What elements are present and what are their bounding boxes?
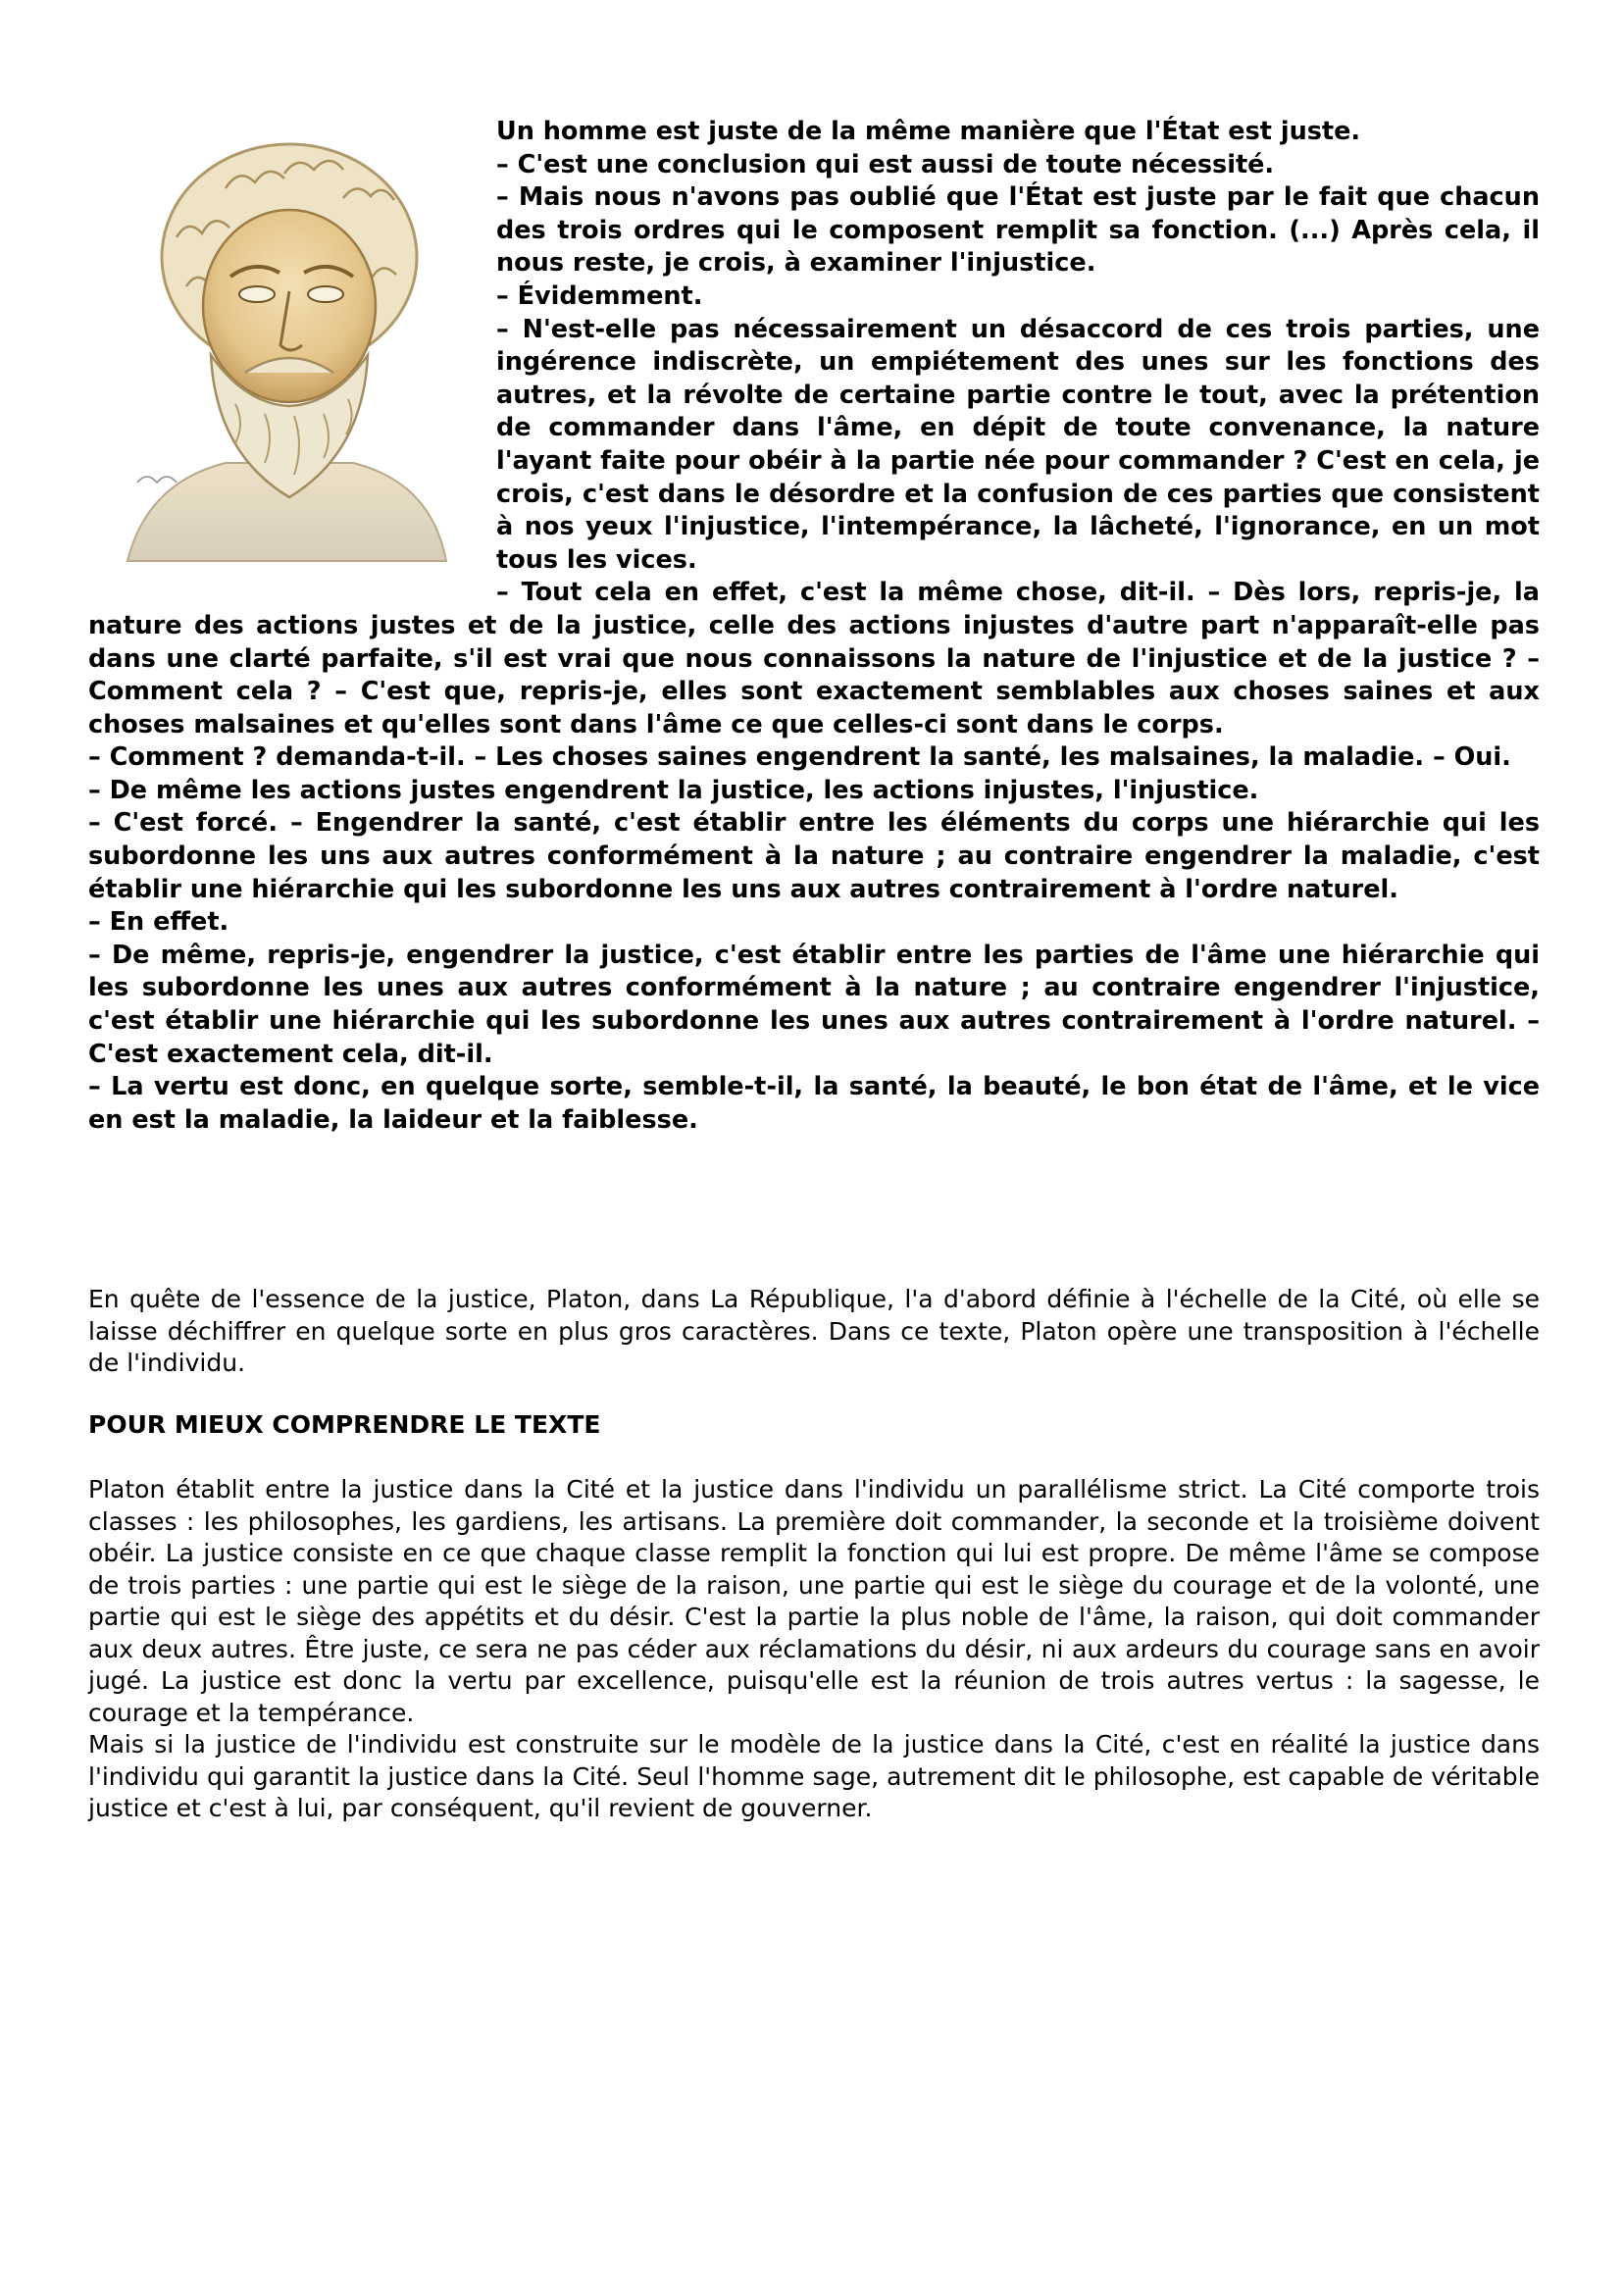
quote-line: – C'est forcé. – Engendrer la santé, c'est établir entre les éléments du corps une hiérarchie qui les subordonne les uns aux autres conformément à la nature ; au contraire engendrer la maladie, c'est établir une hiérarchie qui les subordonne les uns aux autres contrairement à l'ordre naturel. <box>88 808 1540 904</box>
quote-line: – De même, repris-je, engendrer la justice, c'est établir entre les parties de l'âme une hiérarchie qui les subordonne les unes aux autres conformément à la nature ; au contraire engendrer l'injustice, c'est établir une hiérarchie qui les subordonne les unes aux autres contrairement à l'ordre naturel. – C'est exactement cela, dit-il. <box>88 940 1540 1069</box>
intro-paragraph: En quête de l'essence de la justice, Platon, dans La République, l'a d'abord définie à l'échelle de la Cité, où elle se laisse déchiffrer en quelque sorte en plus gros caractères. Dans ce texte, Platon opère une transposition à l'échelle de l'individu. <box>88 1285 1540 1378</box>
quote-line: – En effet. <box>88 907 229 938</box>
commentary <box>88 1474 1540 1825</box>
quote-line: – Mais nous n'avons pas oublié que l'État est juste par le fait que chacun des trois ordres qui le composent remplit sa fonction. (...) Après cela, il nous reste, je crois, à examiner l'injustice. <box>496 182 1540 279</box>
document-page <box>88 116 1540 1825</box>
quote-line: – Tout cela en effet, c'est la même chose, dit-il. – Dès lors, repris-je, la nature des actions justes et de la justice, celle des actions injustes d'autre part n'apparaît-elle pas dans une clarté parfaite, s'il est vrai que nous connaissons la nature de l'injustice et de la justice ? – Comment cela ? – C'est que, repris-je, elles sont exactement semblables aux choses saines et aux choses malsaines et qu'elles sont dans l'âme ce que celles-ci sont dans le corps. <box>88 578 1540 739</box>
philosopher-portrait-illustration <box>108 129 461 579</box>
quote-line: – C'est une conclusion qui est aussi de toute nécessité. <box>496 149 1275 179</box>
quote-line: – Évidemment. <box>496 280 703 311</box>
quote-line: – N'est-elle pas nécessairement un désaccord de ces trois parties, une ingérence indiscrète, un empiétement des unes sur les fonctions des autres, et la révolte de certaine partie contre le tout, avec la prétention de commander dans l'âme, en dépit de toute convenance, la nature l'ayant faite pour obéir à la partie née pour commander ? C'est en cela, je crois, c'est dans le désordre et la confusion de ces parties que consistent à nos yeux l'injustice, l'intempérance, la lâcheté, l'ignorance, en un mot tous les vices. <box>496 314 1540 575</box>
spacer <box>88 1137 1540 1284</box>
section-heading: POUR MIEUX COMPRENDRE LE TEXTE <box>88 1409 601 1439</box>
quote-line: Un homme est juste de la même manière que l'État est juste. <box>496 117 1361 146</box>
commentary-paragraph: Platon établit entre la justice dans la Cité et la justice dans l'individu un parallélisme strict. La Cité comporte trois classes : les philosophes, les gardiens, les artisans. La première doit commander, la seconde et la troisième doivent obéir. La justice consiste en ce que chaque classe remplit la fonction qui lui est propre. De même l'âme se compose de trois parties : une partie qui est le siège de la raison, une partie qui est le siège du courage et de la volonté, une partie qui est le siège des appétits et du désir. C'est la partie la plus noble de l'âme, la raison, qui doit commander aux deux autres. Être juste, ce sera ne pas céder aux réclamations du désir, ni aux ardeurs du courage sans en avoir jugé. La justice est donc la vertu par excellence, puisqu'elle est la réunion de trois autres vertus : la sagesse, le courage et la tempérance. <box>88 1475 1540 1727</box>
quote-line: – La vertu est donc, en quelque sorte, semble-t-il, la santé, la beauté, le bon état de l'âme, et le vice en est la maladie, la laideur et la faiblesse. <box>88 1072 1540 1135</box>
quote-line: – De même les actions justes engendrent la justice, les actions injustes, l'injustice. <box>88 775 1259 805</box>
commentary-paragraph: Mais si la justice de l'individu est construite sur le modèle de la justice dans la Cité, c'est en réalité la justice dans l'individu qui garantit la justice dans la Cité. Seul l'homme sage, autrement dit le philosophe, est capable de véritable justice et c'est à lui, par conséquent, qu'il revient de gouverner. <box>88 1730 1540 1823</box>
quote-line: – Comment ? demanda-t-il. – Les choses saines engendrent la santé, les malsaines, la maladie. – Oui. <box>88 742 1511 773</box>
